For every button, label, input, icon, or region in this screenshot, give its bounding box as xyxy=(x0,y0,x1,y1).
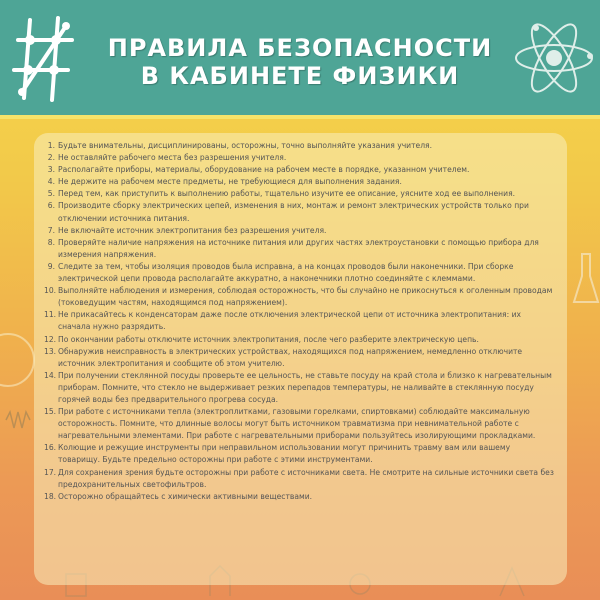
rule-item: 3. Располагайте приборы, материалы, оборудование на рабочем месте в порядке, указанном учителем. xyxy=(47,165,470,175)
rule-item: 1. Будьте внимательны, дисциплинированы, осторожны, точно выполняйте указания учителя. xyxy=(47,141,433,150)
rule-item: 15. При работе с источниками тепла (электроплитками, газовыми горелками, спиртовками) соблюдайте максимальную осторожность. Помните, что длинные волосы могут быть источником травматизма при невнимательной работе с нагревательными элементами. При работе с нагревательными приборами пользуйтесь изолирующими прокладками. xyxy=(44,407,536,441)
rule-item: 18. Осторожно обращайтесь с химически активными веществами. xyxy=(44,491,313,501)
rule-item: 2. Не оставляйте рабочего места без разрешения учителя. xyxy=(47,153,287,163)
rule-item: 12. По окончании работы отключите источник электропитания, после чего разберите электрическую цепь. xyxy=(44,334,479,344)
atom-icon xyxy=(512,16,596,100)
rule-item: 9. Следите за тем, чтобы изоляция проводов была исправна, а на концах проводов были наконечники. При сборке электрической цепи провода располагайте аккуратно, а наконечники плотно соединяйте с клеммами. xyxy=(47,261,514,284)
header-banner xyxy=(0,0,600,115)
rule-item: 6. Производите сборку электрических цепей, изменения в них, монтаж и ремонт электрических устройств только при отключении источника питания. xyxy=(47,201,529,223)
rule-item: 5. Перед тем, как приступить к выполнению работы, тщательно изучите ее описание, уясните ход ее выполнения. xyxy=(47,189,516,199)
rule-item: 4. Не держите на рабочем месте предметы, не требующиеся для выполнения задания. xyxy=(47,177,402,187)
rule-item: 11. Не прикасайтесь к конденсаторам даже после отключения электрической цепи от источника электропитания: их сначала нужно разрядить. xyxy=(44,310,522,332)
header-divider xyxy=(0,115,600,119)
rule-item: 8. Проверяйте наличие напряжения на источнике питания или других частях электроустановки с помощью прибора для измерения напряжения. xyxy=(47,237,539,259)
rule-item: 17. Для сохранения зрения будьте осторожны при работе с источниками света. Не смотрите на сильные источники света без предохранительных светофильтров. xyxy=(44,467,554,489)
title-line-1: ПРАВИЛА БЕЗОПАСНОСТИ xyxy=(107,34,493,62)
spring-decoration xyxy=(4,400,34,440)
flask-decoration xyxy=(572,250,600,310)
rule-item: 7. Не включайте источник электропитания без разрешения учителя. xyxy=(47,225,327,235)
rule-item: 10. Выполняйте наблюдения и измерения, соблюдая осторожность, что бы случайно не прикоснуться к оголенным проводам (токоведущим частям, находящимся под напряжением). xyxy=(44,286,553,308)
rule-item: 16. Колющие и режущие инструменты при неправильном использовании могут причинить травму вам или вашему товарищу. Будьте предельно осторожны при работе с этими инструментами. xyxy=(44,443,511,465)
title-line-2: В КАБИНЕТЕ ФИЗИКИ xyxy=(140,62,460,90)
rules-list xyxy=(44,140,554,503)
rule-item: 13. Обнаружив неисправность в электрических устройствах, находящихся под напряжением, немедленно отключите источник электропитания и сообщите об этом учителю. xyxy=(44,346,523,368)
rule-item: 14. При получении стеклянной посуды проверьте ее цельность, не ставьте посуду на край стола и близко к нагревательным приборам. Помните, что стекло не выдерживает резких перепадов температуры, не наливайте в стеклянную посуду горячей воды без предварительного прогрева сосуда. xyxy=(44,370,552,404)
